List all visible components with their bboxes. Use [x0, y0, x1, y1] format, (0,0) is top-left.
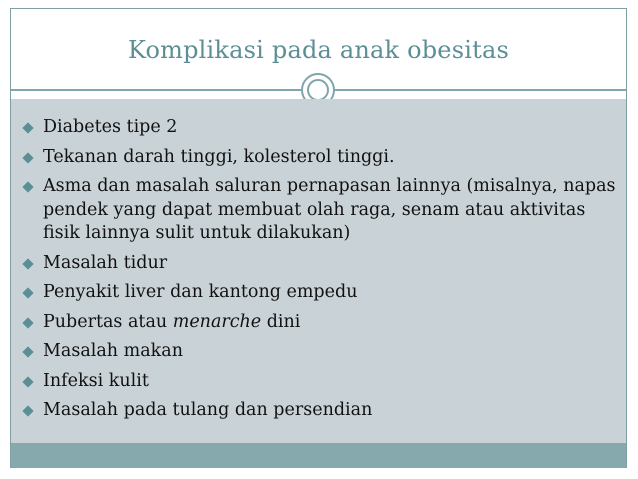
- bullet-text-after: dini: [261, 311, 301, 332]
- diamond-bullet-icon: [22, 152, 33, 163]
- slide-frame: [10, 8, 627, 468]
- list-item: [21, 146, 621, 170]
- bullet-text: Tekanan darah tinggi, kolesterol tinggi.: [43, 146, 395, 167]
- footer-band: [11, 443, 626, 468]
- bullet-text: Masalah tidur: [43, 252, 168, 273]
- list-item: [21, 175, 621, 246]
- list-item: [21, 370, 621, 394]
- diamond-bullet-icon: [22, 258, 33, 269]
- bullet-text: Penyakit liver dan kantong empedu: [43, 282, 358, 302]
- content-area: [11, 99, 626, 443]
- list-item: [21, 340, 621, 364]
- bullet-text: Asma dan masalah saluran pernapasan lainnya (misalnya, napas pendek yang dapat membuat olah raga, senam atau aktivitas fisik lainnya sulit untuk dilakukan): [43, 176, 616, 243]
- list-item: [21, 252, 621, 276]
- list-item: [21, 399, 621, 423]
- diamond-bullet-icon: [22, 122, 33, 133]
- diamond-bullet-icon: [22, 317, 33, 328]
- bullet-text: Masalah pada tulang dan persendian: [43, 400, 373, 420]
- list-item: [21, 116, 621, 140]
- diamond-bullet-icon: [22, 376, 33, 387]
- bullet-text: Infeksi kulit: [43, 370, 149, 391]
- bullet-text: Diabetes tipe 2: [43, 117, 178, 137]
- diamond-bullet-icon: [22, 346, 33, 357]
- diamond-bullet-icon: [22, 287, 33, 298]
- list-item: [21, 281, 621, 305]
- diamond-bullet-icon: [22, 405, 33, 416]
- bullet-text-italic: menarche: [172, 311, 262, 332]
- slide-title: Komplikasi pada anak obesitas: [128, 36, 509, 64]
- diamond-bullet-icon: [22, 181, 33, 192]
- bullet-text-before: Pubertas atau: [43, 311, 173, 332]
- bullet-text: Masalah makan: [43, 341, 183, 361]
- bullet-list: [21, 116, 621, 429]
- list-item: [21, 311, 621, 335]
